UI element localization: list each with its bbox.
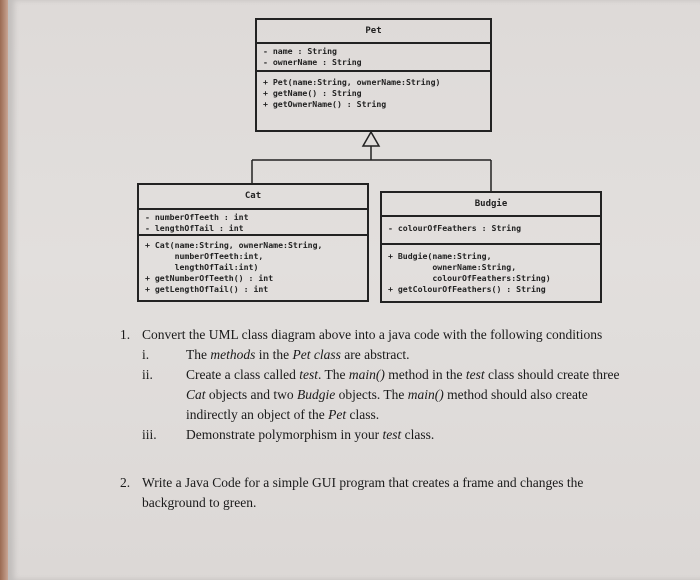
attribute: - lengthOfTail : int: [145, 223, 244, 233]
class-name: Budgie: [474, 199, 508, 209]
question-number: 1.: [120, 327, 131, 342]
operation: + Budgie(name:String,: [388, 251, 492, 261]
operation: numberOfTeeth:int,: [145, 251, 264, 261]
inheritance-arrow: [0, 0, 700, 200]
sub-text: Create a class called test. The main() method in the test class should create three: [186, 367, 620, 382]
class-name: Cat: [244, 191, 262, 201]
question-2-cont: [120, 495, 680, 515]
operation: + getNumberOfTeeth() : int: [145, 273, 274, 283]
operation: ownerName:String,: [388, 262, 517, 272]
attribute: - ownerName : String: [263, 57, 362, 67]
class-attributes: [382, 215, 600, 243]
question-1: [120, 327, 680, 347]
operation: + Pet(name:String, ownerName:String): [263, 77, 441, 87]
operation: + getLengthOfTail() : int: [145, 284, 269, 294]
operation: colourOfFeathers:String): [388, 273, 551, 283]
sub-text: The methods in the Pet class are abstract.: [186, 347, 410, 362]
sub-item-ii-cont: [120, 387, 680, 407]
question-text: background to green.: [142, 495, 257, 510]
sub-text: indirectly an object of the Pet class.: [186, 407, 380, 422]
operation: + getName() : String: [263, 88, 362, 98]
operation: lengthOfTail:int): [145, 262, 259, 272]
class-operations: [382, 243, 600, 297]
class-operations: [139, 234, 367, 297]
class-name: Pet: [365, 26, 382, 36]
question-number: 2.: [120, 475, 131, 490]
question-2: [120, 475, 680, 495]
question-text: Convert the UML class diagram above into a java code with the following conditions: [142, 327, 603, 342]
operation: + getColourOfFeathers() : String: [388, 284, 546, 294]
sub-number: i.: [142, 347, 150, 362]
sub-item-ii: [120, 367, 680, 387]
question-text: Write a Java Code for a simple GUI program that creates a frame and changes the: [142, 475, 584, 490]
attribute: - colourOfFeathers : String: [388, 223, 522, 233]
attribute: - name : String: [263, 46, 337, 56]
attribute: - numberOfTeeth : int: [145, 212, 249, 222]
sub-number: ii.: [142, 367, 153, 382]
operation: + getOwnerName() : String: [263, 99, 387, 109]
operation: + Cat(name:String, ownerName:String,: [145, 240, 323, 250]
sub-text: Cat objects and two Budgie objects. The main() method should also create: [186, 387, 588, 402]
questions: [120, 327, 680, 515]
class-attributes: [139, 208, 367, 234]
uml-class-budgie: [380, 191, 602, 303]
sub-item-ii-cont2: [120, 407, 680, 427]
sub-item-iii: [120, 427, 680, 447]
sub-number: iii.: [142, 427, 157, 442]
sub-item-i: [120, 347, 680, 367]
uml-class-cat: [137, 183, 369, 302]
sub-text: Demonstrate polymorphism in your test class.: [186, 427, 435, 442]
